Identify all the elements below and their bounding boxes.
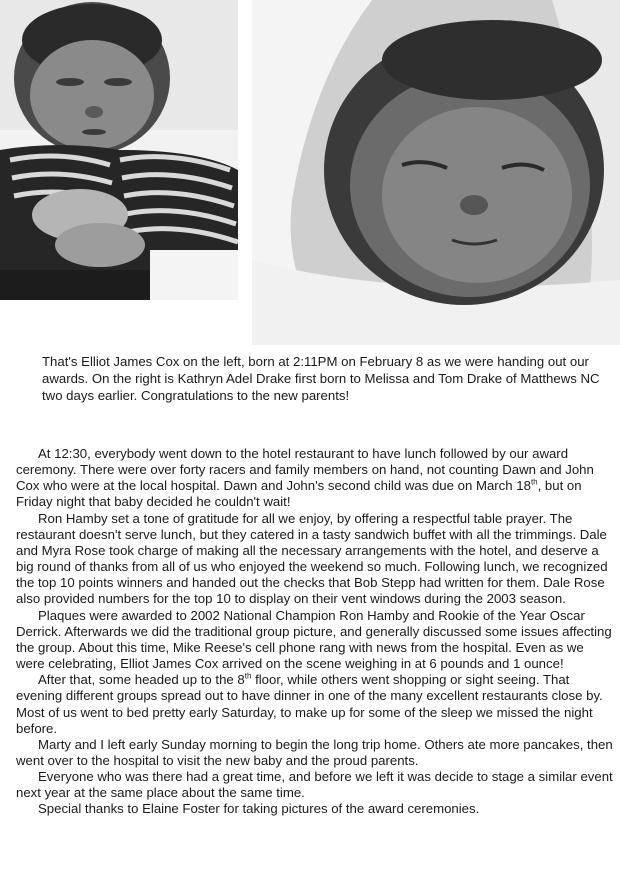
paragraph-text: , but on Friday night that baby decided he couldn't wait! <box>16 478 582 510</box>
article-paragraph <box>16 672 614 737</box>
photo-baby-kathryn-image <box>252 0 620 345</box>
paragraph-text: At 12:30, everybody went down to the hotel restaurant to have lunch followed by our award ceremony. There were over forty racers and family members on hand, not counting Dawn and John Cox who were at the local hospital. Dawn and John's second child was due on March 18 <box>16 446 594 494</box>
article-paragraph <box>16 446 614 511</box>
paragraph-text: Plaques were awarded to 2002 National Champion Ron Hamby and Rookie of the Year Oscar Derrick. Afterwards we did the traditional group picture, and generally discussed some issues affecting the group. About this time, Mike Reese's cell phone rang with news from the hospital. Even as we were celebrating, Elliot James Cox arrived on the scene weighing in at 6 pounds and 1 ounce! <box>16 607 612 672</box>
paragraph-text: After that, some headed up to the 8 <box>38 672 245 688</box>
paragraph-text: floor, while others went shopping or sight seeing. That evening different groups spread out to have dinner in one of the many excellent restaurants close by. Most of us went to bed pretty early Saturday, to make up for some of the sleep we missed the night before. <box>16 672 603 736</box>
paragraph-text: Special thanks to Elaine Foster for taking pictures of the award ceremonies. <box>38 801 480 817</box>
article-body <box>16 446 614 818</box>
article-paragraph <box>16 608 614 673</box>
ordinal-suffix: th <box>244 671 252 681</box>
paragraph-text: Everyone who was there had a great time, and before we left it was decide to stage a similar event next year at the same place about the same time. <box>16 769 613 801</box>
ordinal-suffix: th <box>530 477 538 487</box>
paragraph-text: Ron Hamby set a tone of gratitude for all we enjoy, by offering a respectful table prayer. The restaurant doesn't serve lunch, but they catered in a tasty sandwich buffet with all the trimmings. Dale and Myra Rose took charge of making all the necessary arrangements with the hotel, and deserve a big round of thanks from all of us who enjoyed the weekend so much. Following lunch, we recognized the top 10 points winners and handed out the checks that Bob Stepp had written for them. Dale Rose also provided numbers for the top 10 to display on their vent windows during the 2003 season. <box>16 510 608 607</box>
article-paragraph <box>16 511 614 608</box>
photo-baby-elliot-image <box>0 0 238 300</box>
article-paragraph <box>16 769 614 801</box>
photo-baby-kathryn <box>252 0 620 345</box>
article-paragraph <box>16 737 614 769</box>
caption-text: That's Elliot James Cox on the left, born at 2:11PM on February 8 as we were handing out our awards. On the right is Kathryn Adel Drake first born to Melissa and Tom Drake of Matthews NC two days earlier. Congratulations to the new parents! <box>42 354 600 403</box>
article-paragraph <box>16 801 614 817</box>
paragraph-text: Marty and I left early Sunday morning to begin the long trip home. Others ate more pancakes, then went over to the hospital to visit the new baby and the proud parents. <box>16 736 613 768</box>
photo-baby-elliot <box>0 0 238 300</box>
photo-caption <box>42 353 612 404</box>
